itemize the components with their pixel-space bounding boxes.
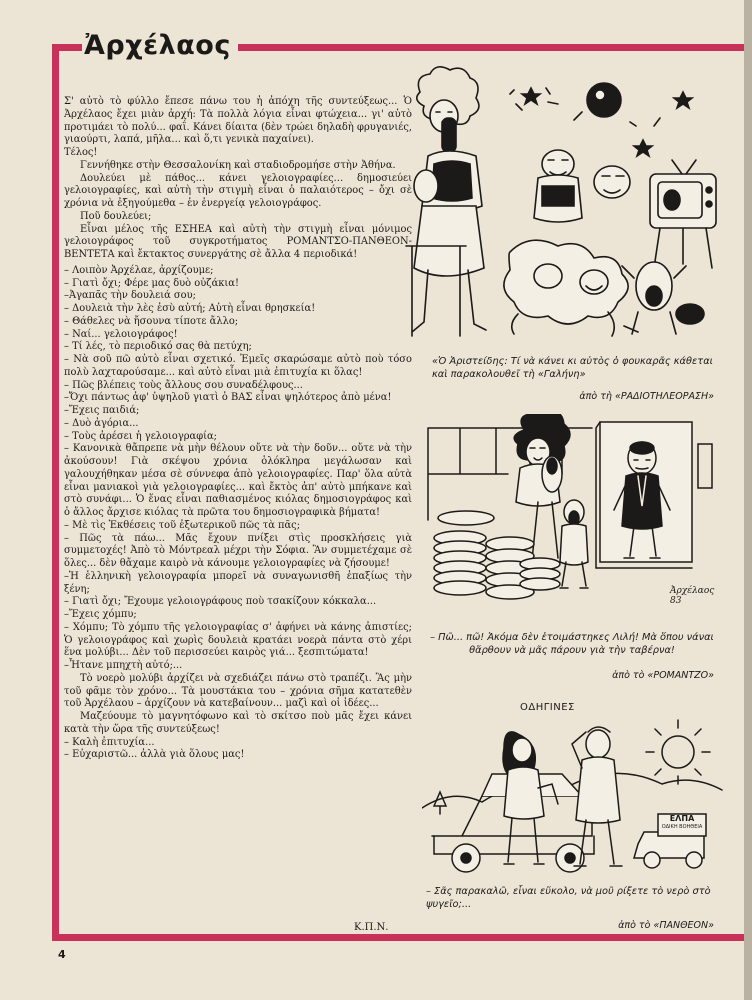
dialogue-line: – Τοὺς ἀρέσει ἡ γελοιογραφία; [64,430,217,442]
page-edge [744,0,752,1000]
cartoon-tv-family-drawing [398,64,738,348]
cartoon-heading: ΟΔΗΓΙΝΕΣ [520,702,575,713]
dialogue-line: – Γιατὶ ὄχι; Ἔχουμε γελοιογράφους ποὺ τσακίζουν κόκκαλα... [64,596,377,608]
intro-paragraph: Γεννήθηκε στὴν Θεσσαλονίκη καὶ σταδιοδρομήσε στὴν Ἀθήνα. [80,159,396,171]
dialogue-line: – Δυὸ ἀγόρια... [64,417,139,429]
dialogue-line: – Πῶς βλέπεις τοὺς ἄλλους σου συναδέλφους... [64,379,303,391]
dialogue-line: – Δουλειὰ τὴν λὲς ἐσὺ αὐτή; Αὐτὴ εἶναι θρησκεία! [64,303,316,314]
road-assist-sign [658,814,706,831]
dialogue-line: –Ἔχεις παιδιά; [64,405,140,416]
dialogue-line: –Ἡ ἑλληνικὴ γελοιογραφία μπορεῖ νὰ συναγωνισθῆ ἐπαξίως τὴν ξένη; [64,570,412,595]
dialogue-line: – Κανονικὰ θἄπρεπε νὰ μὴν θέλουν οὔτε νὰ τὴν δοῦν... οὔτε νὰ τὴν ἀκούσουν! Γιὰ σκέψου χρόνια ὁλόκληρα μεγάλωσαν καὶ γαλουχήθηκαν μέσα σὲ σύννεφα ἀπὸ γελοιογραφίες. Παρ' ὅλα αὐτὰ εἶναι μανιακοὶ γιὰ γελοιογραφίες... καὶ ἔκτὸς ἀπ' αὐτὸ μπήκανε καὶ στὸ συνάφι... Ὁ ἕνας εἶναι παθιασμένος κιόλας δημοσιογράφος καὶ ὁ ἄλλος ἄρχισε κιόλας τὰ πρῶτα του δημοσιογραφικὰ βήματα! [64,443,412,518]
cartoon-roadside-assist [422,718,726,882]
article-title: Ἀρχέλαος [84,30,231,61]
dialogue-line: – Λοιπὸν Ἀρχέλαε, ἀρχίζουμε; [64,264,214,276]
intro-paragraph: Δουλεύει μὲ πάθος... κάνει γελοιογραφίες... δημοσιεύει γελοιογραφίες, καὶ αὐτὴ τὴν στιγμὴ εἶναι ὁ παλαιότερος – ὄχι σὲ χρόνια νὰ ἐξηγούμεθα – ἐν ἐνεργείᾳ γελοιογράφος. [64,172,412,209]
cartoon-credit: ἀπὸ τὴ «ΡΑΔΙΟΤΗΛΕΟΡΑΣΗ» [579,391,714,402]
dialogue-line: – Ναί... γελοιογράφος! [64,328,178,340]
cartoon-tv-family [398,64,738,348]
closing-paragraph: Μαζεύουμε τὸ μαγνητόφωνο καὶ τὸ σκίτσο ποὺ μᾶς ἔχει κάνει κατὰ τὴν ὥρα τῆς συντεύξεως! [64,711,412,735]
dialogue-line: –Ὄχι πάντως ἀφ' ὑψηλοῦ γιατὶ ὁ ΒΑΣ εἶναι ψηλότερος ἀπὸ μένα! [64,392,392,404]
cartoon-credit: ἀπὸ τὸ «ΠΑΝΘΕΟΝ» [618,920,714,931]
frame-bottom-rule [52,934,744,941]
page-number: 4 [58,948,66,961]
cartoon-caption: – Σᾶς παρακαλῶ, εἶναι εὔκολο, νὰ μοῦ ρίξετε τὸ νερὸ στὸ ψυγεῖο;... [426,886,711,910]
closing-paragraph: Τὸ νοερὸ μολύβι ἀρχίζει νὰ σχεδιάζει πάνω στὸ τραπέζι. Ἂς μὴν τοῦ φᾶμε τὸν χρόνο... Τὰ μουστάκια του – χρόνια σῆμα κατατεθὲν τοῦ Ἀρχέλαου – ἀρχίζουν νὰ κατεβαίνουν... μαζὶ καὶ οἱ ἰδέες... [64,672,412,710]
dialogue-line: –Ἦτανε μπηχτὴ αὐτό;... [64,660,183,671]
cartoon-caption: «Ὁ Ἀριστείδης: Τί νὰ κάνει κι αὐτὸς ὁ φουκαρᾶς κάθεται καὶ παρακολουθεῖ τὴ «Γαλήνη» [432,356,713,380]
dialogue-line: –Ἔχεις χόμπυ; [64,609,137,620]
article-body [64,96,412,762]
frame-top-rule [238,44,744,51]
cartoon-caption: – Πῶ... πῶ! Ἀκόμα δὲν ἑτοιμάστηκες Λιλή! Μὰ ὅπου νάναι θἄρθουν νὰ μᾶς πάρουν γιὰ τὴν ταβέρνα! [430,632,714,656]
dialogue-line: – Πῶς τὰ πάω... Μᾶς ἔχουν πνίξει στὶς προσκλήσεις γιὰ συμμετοχές! Ἀπὸ τὸ Μόντρεαλ μέχρι τὴν Σόφια. Ἂν συμμετέχαμε σὲ ὅλες... δὲν θἄχαμε καιρὸ νὰ κάνουμε γελοιογραφίες νὰ ζήσουμε! [64,532,412,569]
artist-signature: Ἀρχέλαος 83 [670,586,715,606]
frame-left-rule [52,44,59,941]
dialogue-line: – Νὰ σοῦ πῶ αὐτὸ εἶναι σχετικό. Ἐμεῖς σκαρώσαμε αὐτὸ ποὺ τόσο πολὺ λαχταρούσαμε... καὶ αὐτὸ εἶναι μιὰ ἐπιτυχία κι ὅλας! [64,354,412,378]
intro-paragraph: Ποῦ δουλεύει; [80,210,152,222]
dialogue-line: – Γιατὶ ὄχι; Φέρε μας δυὸ οὐζάκια! [64,277,239,289]
dialogue-line: – Θάθελες νὰ ἤσουνα τίποτε ἄλλο; [64,315,239,327]
cartoon-kitchen-dishes [420,414,724,628]
road-assist-sign-title: ΕΛΠΑ [669,814,695,823]
dialogue-line: –Ἀγαπᾶς τὴν δουλειά σου; [64,290,196,302]
intro-paragraph: Σ' αὐτὸ τὸ φύλλο ἔπεσε πάνω του ἡ ἀπόχη τῆς συντεύξεως... Ὁ Ἀρχέλαος ἔχει μιὰν ἀρχή: Τὰ πολλὰ λόγια εἶναι φτώχεια... γι' αὐτὸ προτιμάει τὸ πολύ... φαΐ. Κάνει δίαιτα (δὲν τρώει δηλαδὴ φρυγανιές, γιαούρτι, λαπά, μῆλα... καὶ ὅ,τι γενικὰ παχαίνει). [64,96,412,146]
road-assist-sign-subtitle: ΟΔΙΚΗ ΒΟΗΘΕΙΑ [661,824,703,830]
intro-paragraph: Εἶναι μέλος τῆς ΕΣΗΕΑ καὶ αὐτὴ τὴν στιγμὴ εἶναι μόνιμος γελοιογράφος τοῦ συγκροτήματος ΡΟΜΑΝΤΣΟ-ΠΑΝΘΕΟΝ-ΒΕΝΤΕΤΑ καὶ ἔκτακτος συνεργάτης σὲ ἄλλα 4 περιοδικά! [64,223,412,260]
cartoon-credit: ἀπὸ τὸ «ΡΟΜΑΝΤΖΟ» [612,670,714,681]
author-signature: Κ.Π.Ν. [354,922,389,933]
cartoon-roadside-assist-drawing [422,718,726,882]
closing-line: – Εὐχαριστῶ... ἀλλὰ γιὰ ὅλους μας! [64,749,245,761]
closing-line: – Καλὴ ἐπιτυχία... [64,736,155,748]
dialogue-line: – Μὲ τὶς Ἐκθέσεις τοῦ ἐξωτερικοῦ πῶς τὰ πᾶς; [64,519,301,531]
dialogue-line: – Χόμπυ; Τὸ χόμπυ τῆς γελοιογραφίας σ' ἀφήνει νὰ κάνης ἀπιστίες; Ὁ γελοιογράφος καὶ χωρὶς δουλειὰ κρατάει νοερὰ πάντα στὸ χέρι ἕνα μολύβι... Δὲν τοῦ περισσεύει καιρὸς γιά... ξεσπιτώματα! [64,621,412,659]
dialogue-line: – Τί λές, τὸ περιοδικό σας θὰ πετύχη; [64,341,252,353]
intro-paragraph: Τέλος! [64,147,98,158]
